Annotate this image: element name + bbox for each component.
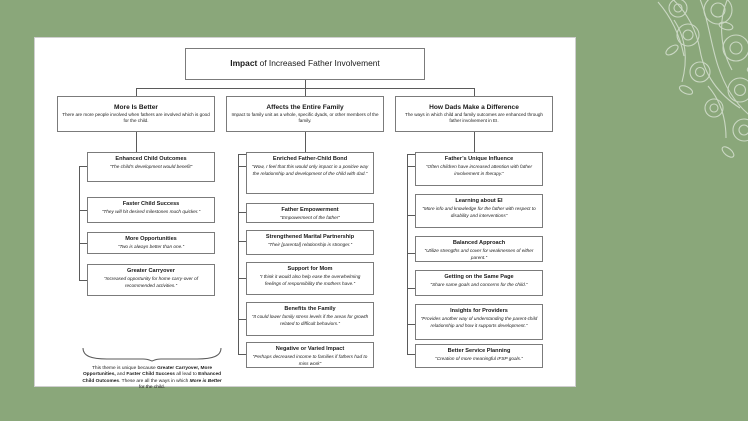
rail-col2-n1 xyxy=(238,166,246,167)
rail-col3-n2 xyxy=(407,215,415,216)
rail-col2 xyxy=(238,154,239,354)
rail-col1 xyxy=(79,166,80,280)
rail-col2-n3 xyxy=(238,241,246,242)
node-greater-carryover: Greater Carryover “Increased opportunity for home carry-over of recommended activities.” xyxy=(87,264,215,296)
node-fathers-unique-influence: Father’s Unique Influence “Often children have increased attention with father involvement in therapy.” xyxy=(415,152,543,186)
rail-col1-node2 xyxy=(79,210,87,211)
diagram-title-box xyxy=(185,48,425,80)
node-father-empowerment: Father Empowerment “Empowerment of the father” xyxy=(246,203,374,223)
rail-col2-n2 xyxy=(238,212,246,213)
node-benefits-the-family: Benefits the Family “It could lower family stress levels if the areas for growth related to difficult behaviors.” xyxy=(246,302,374,336)
node-better-service-planning: Better Service Planning “Creation of more meaningful IFSP goals.” xyxy=(415,344,543,368)
rail-col2-n5 xyxy=(238,319,246,320)
column-heading-more-is-better: More Is Better There are more people involved when fathers are involved which is good for the child. xyxy=(57,96,215,132)
stem-col2 xyxy=(305,132,306,154)
connector-col3-down xyxy=(474,88,475,96)
node-faster-child-success: Faster Child Success “They will hit desired milestones much quicker.” xyxy=(87,197,215,223)
rail-col3-n5 xyxy=(407,324,415,325)
column-heading-affects-entire-family: Affects the Entire Family Impact to family unit as a whole, specific dyads, or other members of the family. xyxy=(226,96,384,132)
rail-col3-n4 xyxy=(407,288,415,289)
floral-decoration-icon xyxy=(568,0,748,180)
rail-col3-n3 xyxy=(407,253,415,254)
brace-icon xyxy=(81,346,223,362)
node-getting-on-the-same-page: Getting on the Same Page “Share same goals and concerns for the child.” xyxy=(415,270,543,296)
node-more-opportunities: More Opportunities “Two is always better than one.” xyxy=(87,232,215,254)
rail-col3-n1 xyxy=(407,166,415,167)
rail-col1-top xyxy=(79,166,87,167)
rail-col1-node4 xyxy=(79,280,87,281)
node-strengthened-marital-partnership: Strengthened Marital Partnership “Their [parental] relationship is stronger.” xyxy=(246,230,374,255)
rail-col2-n6 xyxy=(238,354,246,355)
node-enriched-father-child-bond: Enriched Father-Child Bond “Wow, I feel that this would only impact in a positive way the relationship and development of the child with dad.” xyxy=(246,152,374,194)
node-learning-about-ei: Learning about EI “More info and knowledge for the father with respect to disability and interventions” xyxy=(415,194,543,228)
node-balanced-approach: Balanced Approach “Utilize strengths and cover for weaknesses of either parent.” xyxy=(415,236,543,262)
rail-col2-n4 xyxy=(238,278,246,279)
node-insights-for-providers: Insights for Providers “Provides another way of understanding the parent-child relationship and how it supports development.” xyxy=(415,304,543,340)
diagram-canvas xyxy=(34,37,576,391)
column1-summary-note: This theme is unique because Greater Carryover, More Opportunities, and Faster Child Success all lead to Enhanced Child Outcomes. These are all the ways in which More is Better for the child. xyxy=(82,366,222,391)
node-support-for-mom: Support for Mom “I think it would also help ease the overwhelming feelings of responsibility the mothers have.” xyxy=(246,262,374,295)
node-enhanced-child-outcomes: Enhanced Child Outcomes “The child’s development would benefit” xyxy=(87,152,215,182)
rail-col3-n6 xyxy=(407,354,415,355)
rail-col1-node3 xyxy=(79,243,87,244)
column-heading-how-dads-make-a-difference: How Dads Make a Difference The ways in which child and family outcomes are enhanced through father involvement in EI. xyxy=(395,96,553,132)
connector-col1-down xyxy=(136,88,137,96)
connector-col2-down xyxy=(305,88,306,96)
node-negative-or-varied-impact: Negative or Varied Impact “Perhaps decreased income to families if fathers had to miss work” xyxy=(246,342,374,368)
page-title: Impact of Increased Father Involvement xyxy=(230,58,380,69)
stem-col3 xyxy=(474,132,475,154)
connector-title-down xyxy=(305,80,306,88)
